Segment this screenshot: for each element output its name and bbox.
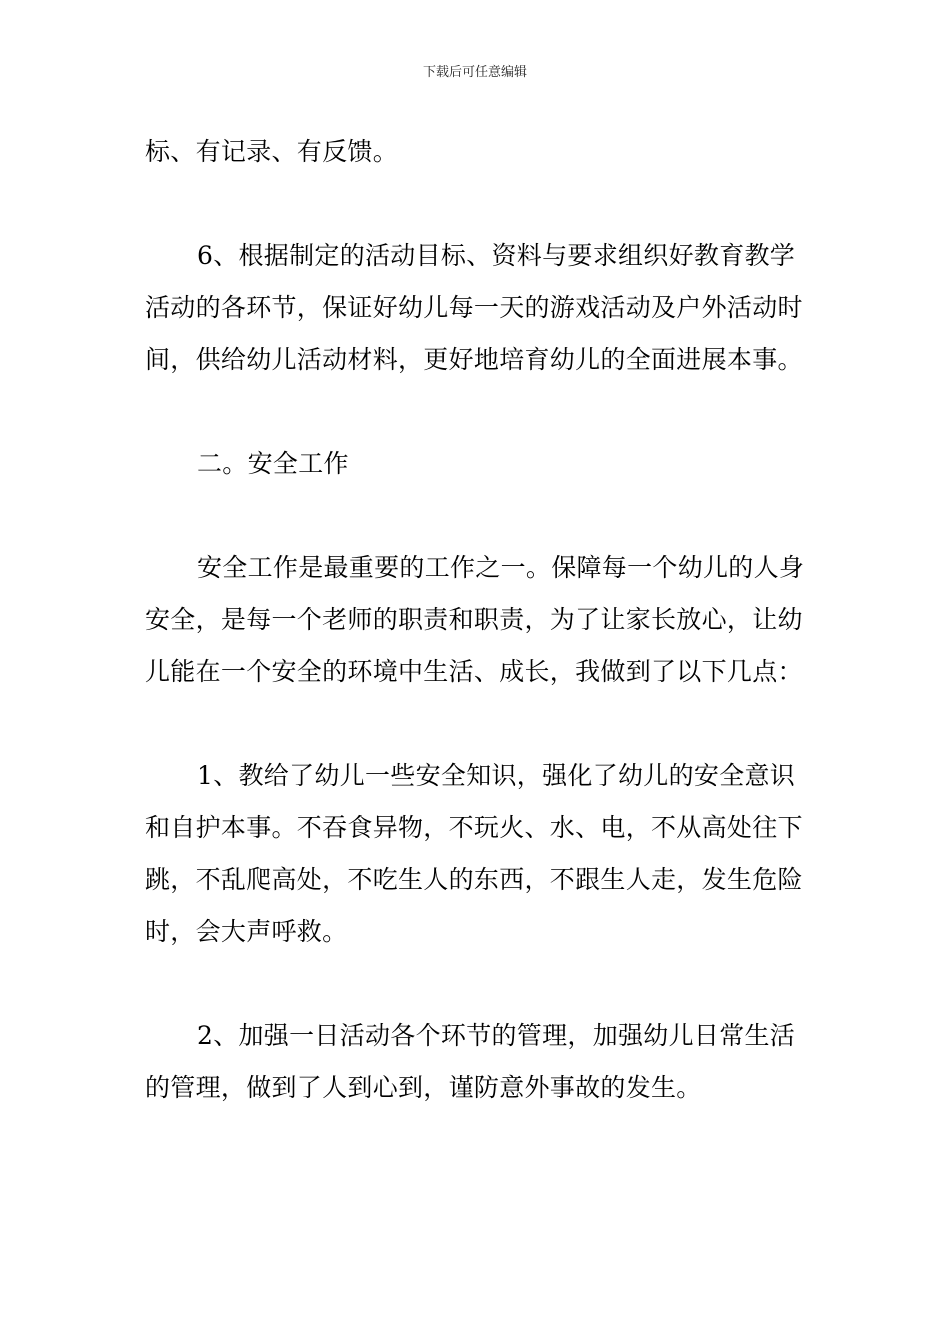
paragraph-gap [145, 958, 807, 1010]
paragraph-gap [145, 386, 807, 438]
paragraph-gap [145, 178, 807, 230]
paragraph-item-1: 1、教给了幼儿一些安全知识，强化了幼儿的安全意识和自护本事。不吞食异物，不玩火、水、电，不从高处往下跳，不乱爬高处，不吃生人的东西，不跟生人走，发生危险时，会大声呼救。 [145, 761, 803, 946]
paragraph-gap [145, 490, 807, 542]
paragraph-item-6: 6、根据制定的活动目标、资料与要求组织好教育教学活动的各环节，保证好幼儿每一天的游戏活动及户外活动时间，供给幼儿活动材料，更好地培育幼儿的全面进展本事。 [145, 241, 803, 374]
paragraph-item-2: 2、加强一日活动各个环节的管理，加强幼儿日常生活的管理，做到了人到心到，谨防意外事故的发生。 [145, 1021, 796, 1102]
section-heading-safety: 二。安全工作 [197, 449, 349, 478]
paragraph-safety-intro: 安全工作是最重要的工作之一。保障每一个幼儿的人身安全，是每一个老师的职责和职责，为了让家长放心，让幼儿能在一个安全的环境中生活、成长，我做到了以下几点： [145, 553, 805, 686]
document-body [145, 126, 807, 1114]
page-header: 下载后可任意编辑 [422, 65, 527, 80]
paragraph-continuation: 标、有记录、有反馈。 [145, 137, 399, 166]
paragraph-gap [145, 698, 807, 750]
